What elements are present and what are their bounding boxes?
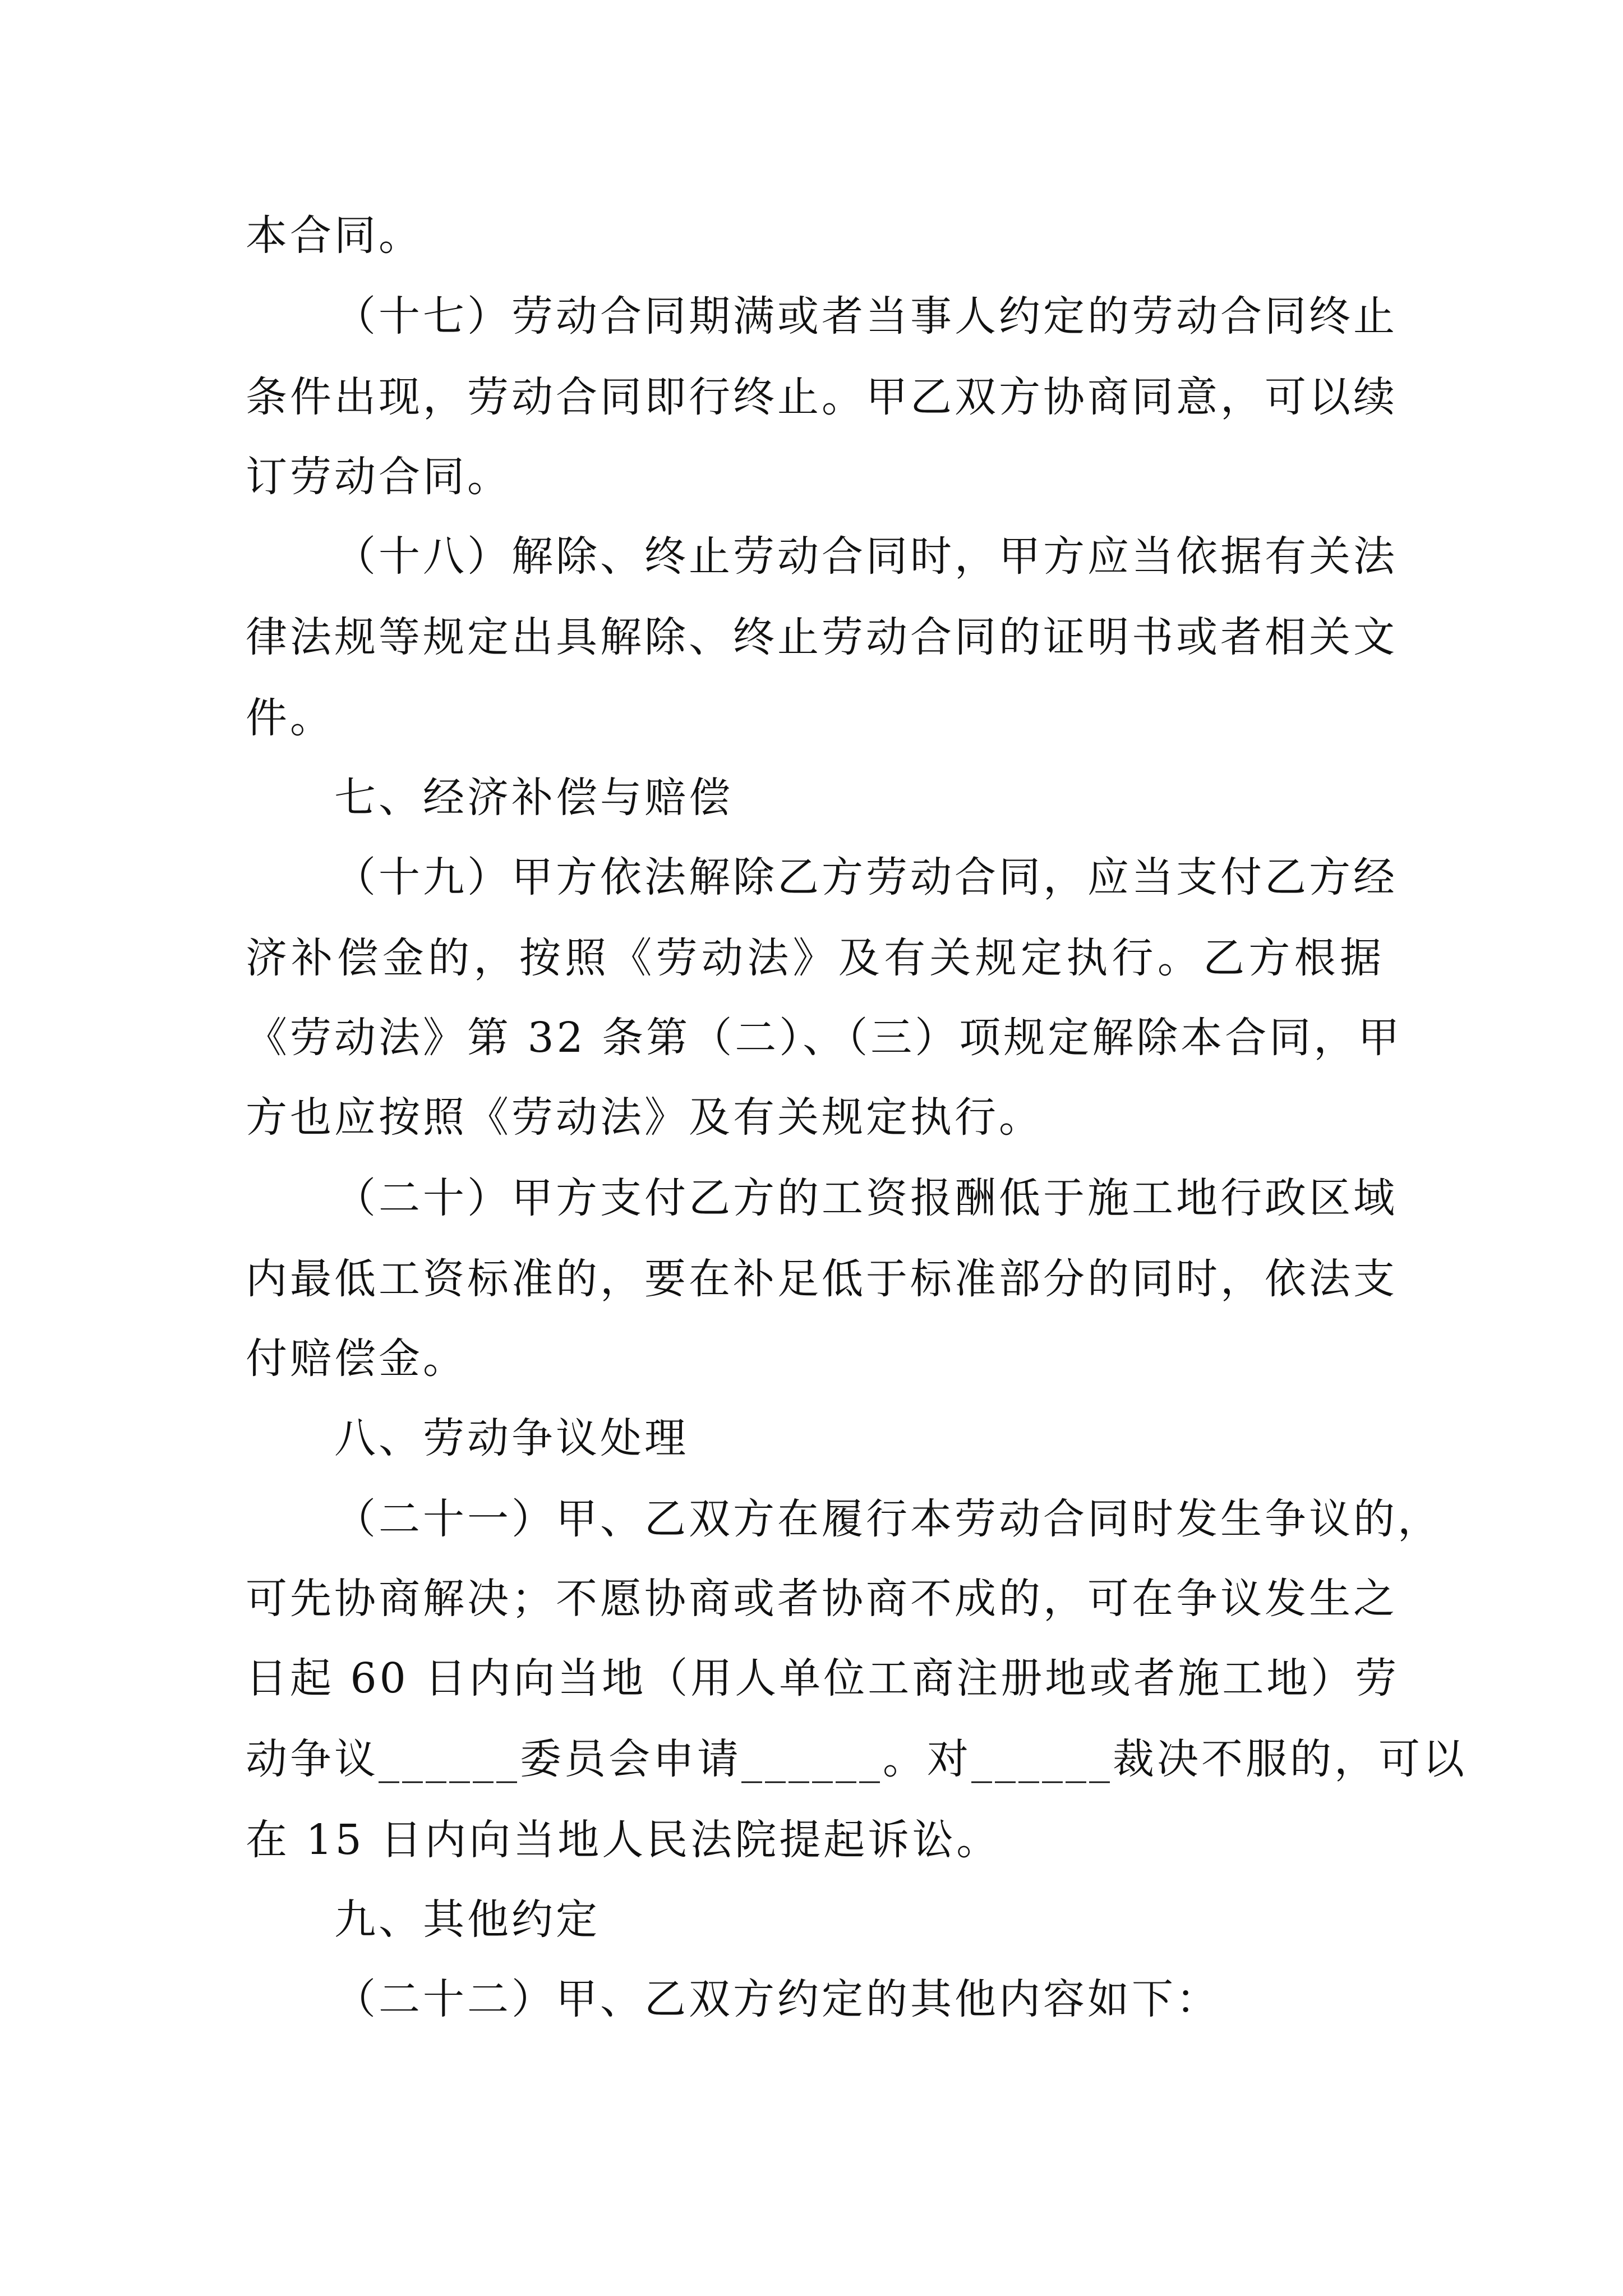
text-line: 方也应按照《劳动法》及有关规定执行。 <box>246 1093 1043 1142</box>
text-line: 《劳动法》第 32 条第（二）、（三）项规定解除本合同，甲 <box>246 1014 1403 1062</box>
text-line: 济补偿金的，按照《劳动法》及有关规定执行。乙方根据 <box>246 934 1384 982</box>
clause-19-line-1: （十九）甲方依法解除乙方劳动合同，应当支付乙方经 <box>334 853 1398 901</box>
section-heading-9: 九、其他约定 <box>334 1895 600 1944</box>
text-line: 本合同。 <box>246 211 423 260</box>
text-line: 可先协商解决；不愿协商或者协商不成的，可在争议发生之 <box>246 1575 1398 1623</box>
text-line: 律法规等规定出具解除、终止劳动合同的证明书或者相关文 <box>246 613 1398 661</box>
text-line: 件。 <box>246 694 334 742</box>
clause-22-line-1: （二十二）甲、乙双方约定的其他内容如下： <box>334 1975 1220 2023</box>
text-line: 付赔偿金。 <box>246 1335 467 1383</box>
text-line: 在 15 日内向当地人民法院提起诉讼。 <box>246 1816 1001 1864</box>
text-line: 条件出现，劳动合同即行终止。甲乙双方协商同意，可以续 <box>246 373 1398 421</box>
text-line: 订劳动合同。 <box>246 453 511 501</box>
section-heading-8: 八、劳动争议处理 <box>334 1414 689 1462</box>
clause-21-line-1: （二十一）甲、乙双方在履行本劳动合同时发生争议的， <box>334 1495 1442 1543</box>
clause-20-line-1: （二十）甲方支付乙方的工资报酬低于施工地行政区域 <box>334 1174 1398 1222</box>
text-line: 内最低工资标准的，要在补足低于标准部分的同时，依法支 <box>246 1255 1398 1303</box>
text-line: 日起 60 日内向当地（用人单位工商注册地或者施工地）劳 <box>246 1654 1400 1703</box>
text-line: 动争议______委员会申请______。对______裁决不服的，可以 <box>246 1735 1467 1783</box>
clause-17-line-1: （十七）劳动合同期满或者当事人约定的劳动合同终止 <box>334 292 1398 341</box>
clause-18-line-1: （十八）解除、终止劳动合同时，甲方应当依据有关法 <box>334 532 1398 581</box>
section-heading-7: 七、经济补偿与赔偿 <box>334 774 733 822</box>
